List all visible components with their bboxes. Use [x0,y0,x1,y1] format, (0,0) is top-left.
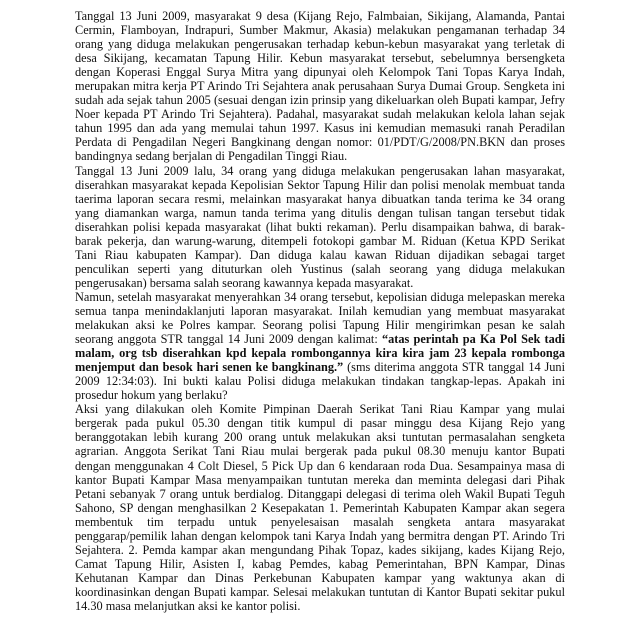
paragraph-3-intro: Namun, setelah masyarakat menyerahkan 34 orang tersebut, kepolisian diduga melepaskan mereka semua tanpa menindaklanjuti laporan masyarakat. Inilah kemudian yang membuat masyarakat melakukan aksi ke Polres kampar. Seorang polisi Tapung Hilir mengirimkan pesan ke salah seorang anggota STR tanggal 14 Juni 2009 dengan kalimat: [75,289,565,347]
paragraph-4: Aksi yang dilakukan oleh Komite Pimpinan Daerah Serikat Tani Riau Kampar yang mulai bergerak pada pukul 05.30 dengan titik kumpul di pasar minggu desa Kijang Rejo yang beranggotakan lebih kurang 200 orang untuk melakukan aksi tuntutan permasalahan sengketa agrarian. Anggota Serikat Tani Riau mulai bergerak pada pukul 08.30 menuju kantor Bupati dengan menggunakan 4 Colt Diesel, 5 Pick Up dan 6 kendaraan roda Dua. Sesampainya masa di kantor Bupati Kampar Masa menyampaikan tuntutan mereka dan meminta delegasi dari Pihak Petani sebanyak 7 orang untuk berdialog. Ditanggapi delegasi di terima oleh Wakil Bupati Teguh Sahono, SP dengan menghasilkan 2 Kesepakatan 1. Pemerintah Kabupaten Kampar akan segera membentuk tim terpadu untuk penyelesaisan masalah sengketa antara masyarakat penggarap/pemilik lahan dengan kelompok tani Karya Indah yang bermitra dengan PT. Arindo Tri Sejahtera. 2. Pemda kampar akan mengundang Pihak Topaz, kades sikijang, kades Kijang Rejo, Camat Tapung Hilir, Asisten I, kabag Pemdes, kabag Pemerintahan, BPN Kampar, Dinas Kehutanan Kampar dan Dinas Perkebunan Kabupaten kampar yang waktunya akan di koordinasinkan dengan Bupati kampar. Selesai melakukan tuntutan di Kantor Bupati sekitar pukul 14.30 masa melanjutkan aksi ke kantor polisi. [75,402,565,613]
paragraph-3-closing: (sms diterima anggota STR tanggal 14 Juni 2009 12:34:03). Ini bukti kalau Polisi diduga melakukan tindakan tangkap-lepas. Apakah ini prosedur hokum yang berlaku? [75,360,565,403]
sms-quote: “atas perintah pa Ka Pol Sek tadi malam, org tsb diserahkan kpd kepala rombongannya kira kira jam 23 kepala rombonga menjemput dan besok hari senen ke bangkinang.” [75,332,566,375]
paragraph-1: Tanggal 13 Juni 2009, masyarakat 9 desa (Kijang Rejo, Falmbaian, Sikijang, Alamanda, Pantai Cermin, Flamboyan, Indrapuri, Sumber Makmur, Akasia) melakukan pengamanan terhadap 34 orang yang diduga melakukan pengerusakan terhadap kebun-kebun masyarakat yang terletak di desa Sikijang, kecamatan Tapung Hilir. Kebun masyarakat tersebut, sebelumnya bersengketa dengan Koperasi Enggal Surya Mitra yang dipunyai oleh Kelompok Tani Topas Karya Indah, merupakan mitra kerja PT Arindo Tri Sejahtera anak perusahaan Surya Dumai Group. Sengketa ini sudah ada sejak tahun 2005 (sesuai dengan izin prinsip yang dikeluarkan oleh Bupati kampar, Jefry Noer kepada PT Arindo Tri Sejahtera). Padahal, masyarakat sudah melakukan kelola lahan sejak tahun 1995 dan ada yang memulai tahun 1997. Kasus ini kemudian memasuki ranah Peradilan Perdata di Pengadilan Negeri Bangkinang dengan nomor: 01/PDT/G/2008/PN.BKN dan proses bandingnya sedang berjalan di Pengadilan Tinggi Riau. [75,9,565,164]
paragraph-2: Tanggal 13 Juni 2009 lalu, 34 orang yang diduga melakukan pengerusakan lahan masyarakat, diserahkan masyarakat kepada Kepolisian Sektor Tapung Hilir dan polisi menolak membuat tanda taerima laporan secara resmi, melainkan masyarakat hanya dibuatkan tanda terima ke 34 orang yang diamankan warga, namun tanda terima yang ditulis dengan tulisan tangan tersebut tidak diserahkan polisi kepada masyarakat (lihat bukti rekaman). Perlu disampaikan bahwa, di barak-barak pekerja, dan warung-warung, ditempeli fotokopi gambar M. Riduan (Ketua KPD Serikat Tani Riau kabupaten Kampar). Dan diduga kalau kawan Riduan dijadikan sebagai target penculikan seperti yang dituturkan oleh Yustinus (salah seorang yang diduga melakukan pengerusakan) bersama salah seorang kawannya kepada masyarakat. [75,163,565,290]
document-page [75,9,565,613]
paragraph-3 [75,290,565,402]
